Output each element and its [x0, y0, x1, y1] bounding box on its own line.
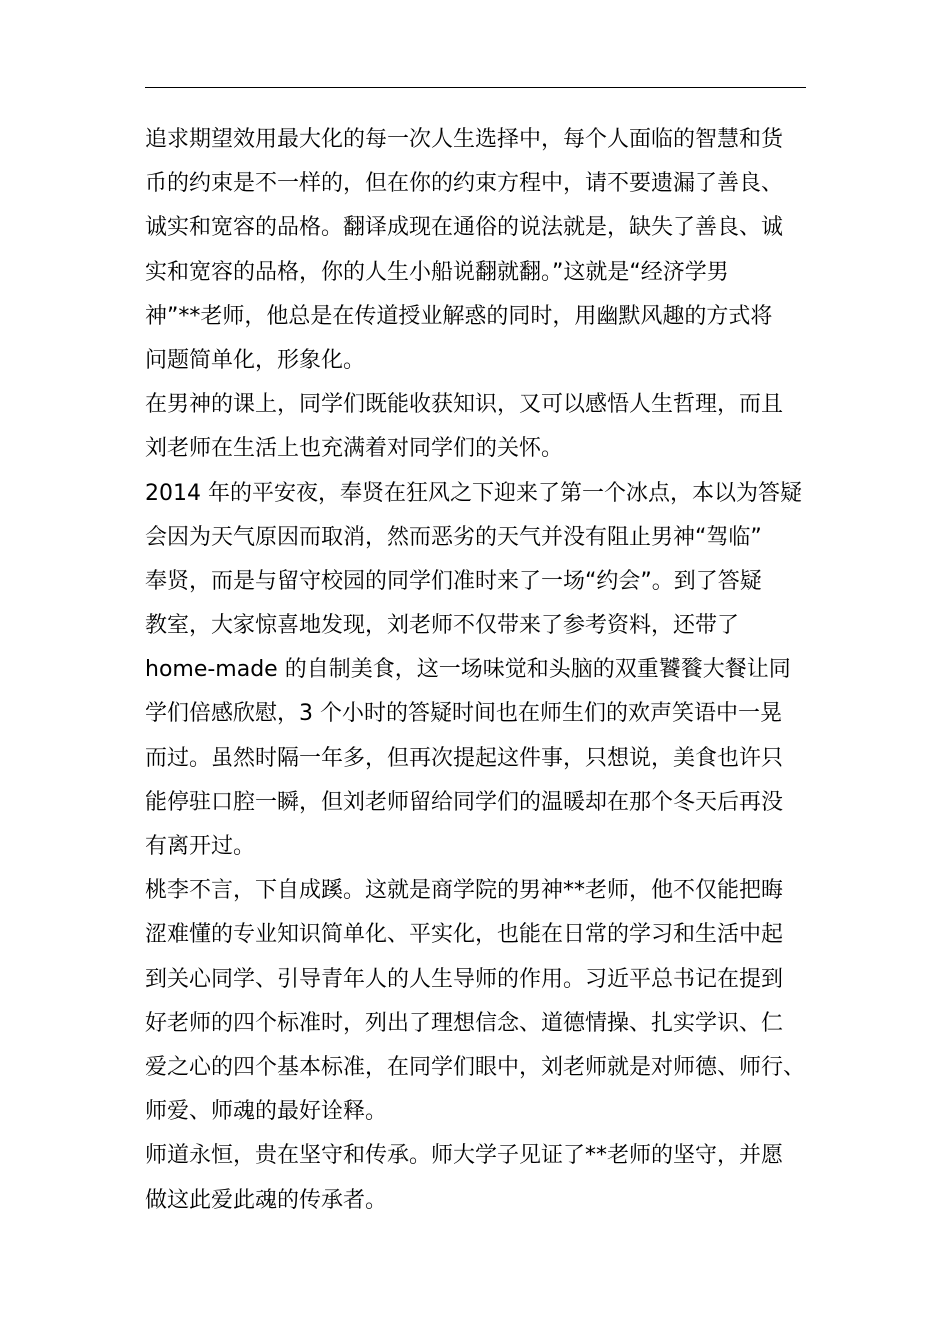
text-line: 刘老师在生活上也充满着对同学们的关怀。 — [145, 436, 564, 462]
text-line: 问题简单化，形象化。 — [145, 347, 366, 373]
text-line: 追求期望效用最大化的每一次人生选择中，每个人面临的智慧和货 — [145, 127, 784, 152]
text-line: home-made 的自制美食，这一场味觉和头脑的双重饕餮大餐让同 — [145, 657, 791, 683]
text-line: 奉贤，而是与留守校园的同学们准时来了一场“约会”。到了答疑 — [145, 568, 762, 594]
text-line: 币的约束是不一样的，但在你的约束方程中，请不要遗漏了善良、 — [145, 171, 784, 197]
header-rule — [145, 87, 806, 88]
text-line: 诚实和宽容的品格。翻译成现在通俗的说法就是，缺失了善良、诚 — [145, 215, 784, 241]
text-line: 爱之心的四个基本标准，在同学们眼中，刘老师就是对师德、师行、 — [145, 1054, 806, 1080]
text-line: 2014 年的平安夜，奉贤在狂风之下迎来了第一个冰点，本以为答疑 — [145, 480, 802, 506]
body-text — [145, 118, 810, 1223]
text-line: 师爱、师魂的最好诠释。 — [145, 1099, 388, 1125]
text-line: 神”**老师，他总是在传道授业解惑的同时，用幽默风趣的方式将 — [145, 303, 773, 329]
text-line: 好老师的四个标准时，列出了理想信念、道德情操、扎实学识、仁 — [145, 1010, 784, 1036]
text-line: 到关心同学、引导青年人的人生导师的作用。习近平总书记在提到 — [145, 966, 784, 992]
text-line: 涩难懂的专业知识简单化、平实化，也能在日常的学习和生活中起 — [145, 922, 784, 948]
text-line: 而过。虽然时隔一年多，但再次提起这件事，只想说，美食也许只 — [145, 745, 784, 771]
text-line: 学们倍感欣慰，3 个小时的答疑时间也在师生们的欢声笑语中一晃 — [145, 701, 782, 727]
text-line: 在男神的课上，同学们既能收获知识，又可以感悟人生哲理，而且 — [145, 392, 784, 418]
text-line: 桃李不言，下自成蹊。这就是商学院的男神**老师，他不仅能把晦 — [145, 878, 784, 904]
text-line: 教室，大家惊喜地发现，刘老师不仅带来了参考资料，还带了 — [145, 613, 740, 639]
text-line: 能停驻口腔一瞬，但刘老师留给同学们的温暖却在那个冬天后再没 — [145, 789, 784, 815]
text-line: 实和宽容的品格，你的人生小船说翻就翻。”这就是“经济学男 — [145, 259, 729, 285]
text-line: 会因为天气原因而取消，然而恶劣的天气并没有阻止男神“驾临” — [145, 524, 762, 550]
text-line: 师道永恒，贵在坚守和传承。师大学子见证了**老师的坚守，并愿 — [145, 1143, 784, 1169]
text-line: 有离开过。 — [145, 834, 256, 859]
text-line: 做这此爱此魂的传承者。 — [145, 1187, 388, 1213]
